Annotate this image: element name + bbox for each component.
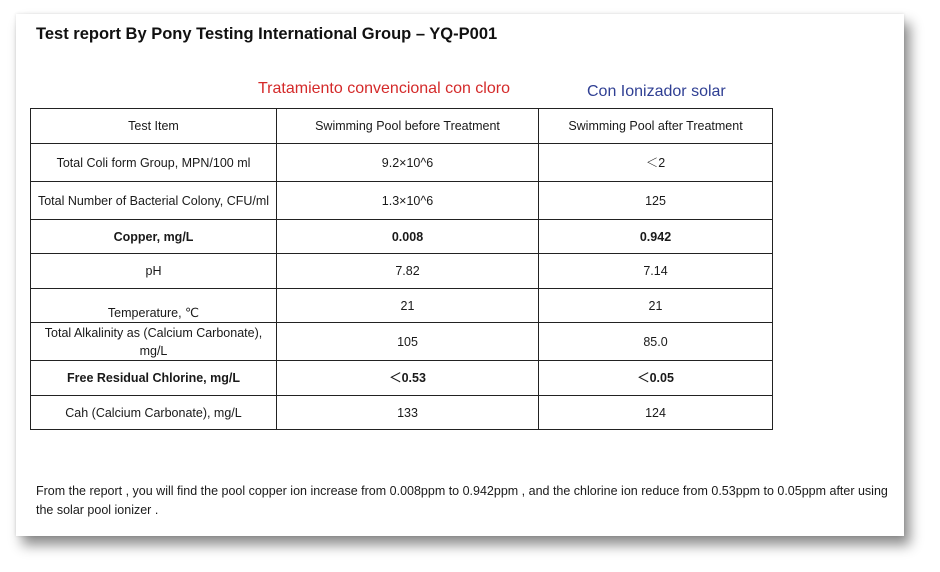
solar-ionizer-heading: Con Ionizador solar: [587, 83, 726, 100]
row-after-value: 124: [539, 396, 773, 430]
row-after-value: 7.14: [539, 254, 773, 289]
row-test-item: Total Number of Bacterial Colony, CFU/ml: [31, 182, 277, 220]
row-test-item: Temperature, ℃: [31, 289, 277, 323]
row-test-item: Free Residual Chlorine, mg/L: [31, 361, 277, 396]
table-row: [31, 254, 773, 289]
table-row: [31, 144, 773, 182]
row-after-value: 21: [539, 289, 773, 323]
row-after-value: 0.942: [539, 220, 773, 254]
header-before-treatment: Swimming Pool before Treatment: [277, 109, 539, 144]
row-before-value: 21: [277, 289, 539, 323]
table-row: [31, 361, 773, 396]
row-test-item: Total Alkalinity as (Calcium Carbonate), mg/L: [31, 323, 277, 361]
row-before-value: 7.82: [277, 254, 539, 289]
test-results-table: [30, 108, 773, 430]
row-before-value: 9.2×10^6: [277, 144, 539, 182]
table-header-row: [31, 109, 773, 144]
table-row: [31, 396, 773, 430]
row-test-item: Cah (Calcium Carbonate), mg/L: [31, 396, 277, 430]
row-before-value: 133: [277, 396, 539, 430]
row-before-value: 1.3×10^6: [277, 182, 539, 220]
row-test-item: Copper, mg/L: [31, 220, 277, 254]
header-test-item: Test Item: [31, 109, 277, 144]
table-row: [31, 182, 773, 220]
row-before-value: 0.008: [277, 220, 539, 254]
row-after-value: ＜0.05: [539, 361, 773, 396]
report-summary: From the report , you will find the pool copper ion increase from 0.008ppm to 0.942ppm , and the chlorine ion reduce from 0.53ppm to 0.05ppm after using the solar pool ionizer .: [36, 484, 888, 517]
row-after-value: 125: [539, 182, 773, 220]
header-after-treatment: Swimming Pool after Treatment: [539, 109, 773, 144]
row-after-value: ＜2: [539, 144, 773, 182]
document-title: Test report By Pony Testing International Group – YQ-P001: [36, 25, 498, 43]
row-test-item: pH: [31, 254, 277, 289]
row-before-value: ＜0.53: [277, 361, 539, 396]
table-row: [31, 220, 773, 254]
row-before-value: 105: [277, 323, 539, 361]
conventional-treatment-heading: Tratamiento convencional con cloro: [258, 80, 510, 97]
table-row: [31, 289, 773, 323]
row-test-item: Total Coli form Group, MPN/100 ml: [31, 144, 277, 182]
row-after-value: 85.0: [539, 323, 773, 361]
table-row: [31, 323, 773, 361]
report-sheet: [16, 14, 904, 536]
